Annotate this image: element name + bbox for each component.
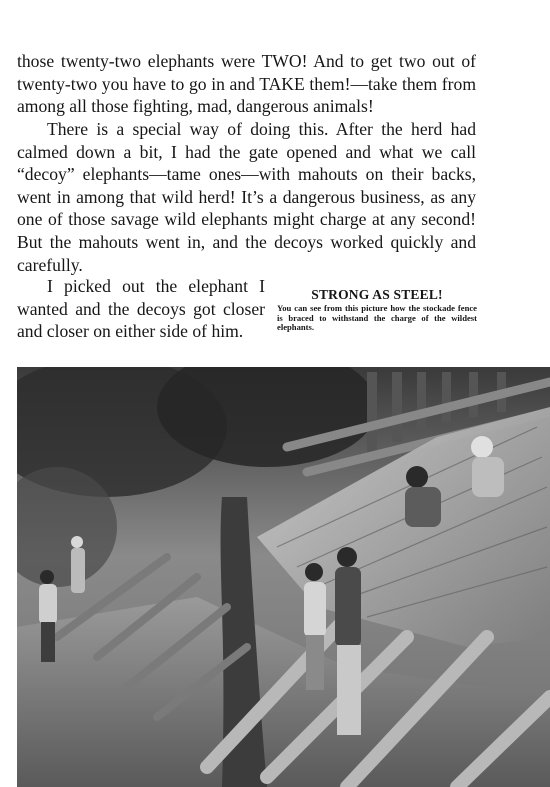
body-paragraph-1: those twenty-two elephants were TWO! And to get two out of twenty-two you have to go in and TAKE them!—take them from among all those fighting, mad, dangerous animals! — [17, 51, 476, 117]
caption-title: STRONG AS STEEL! — [311, 287, 443, 302]
caption-text: You can see from this picture how the stockade fence is braced to withstand the charge of the wildest elephants. — [277, 303, 477, 333]
body-paragraph-2: There is a special way of doing this. After the herd had calmed down a bit, I had the gate opened and what we call “decoy” elephants—tame ones—with mahouts on their backs, went in among that wild herd! It’s a dangerous business, as any one of those savage wild elephants might charge at any second! But the mahouts went in, and the decoys worked quickly and carefully. — [17, 119, 476, 275]
body-paragraph-3: I picked out the elephant I wanted and the decoys got closer and closer on either side of him. — [17, 276, 265, 342]
stockade-photo — [17, 367, 550, 787]
